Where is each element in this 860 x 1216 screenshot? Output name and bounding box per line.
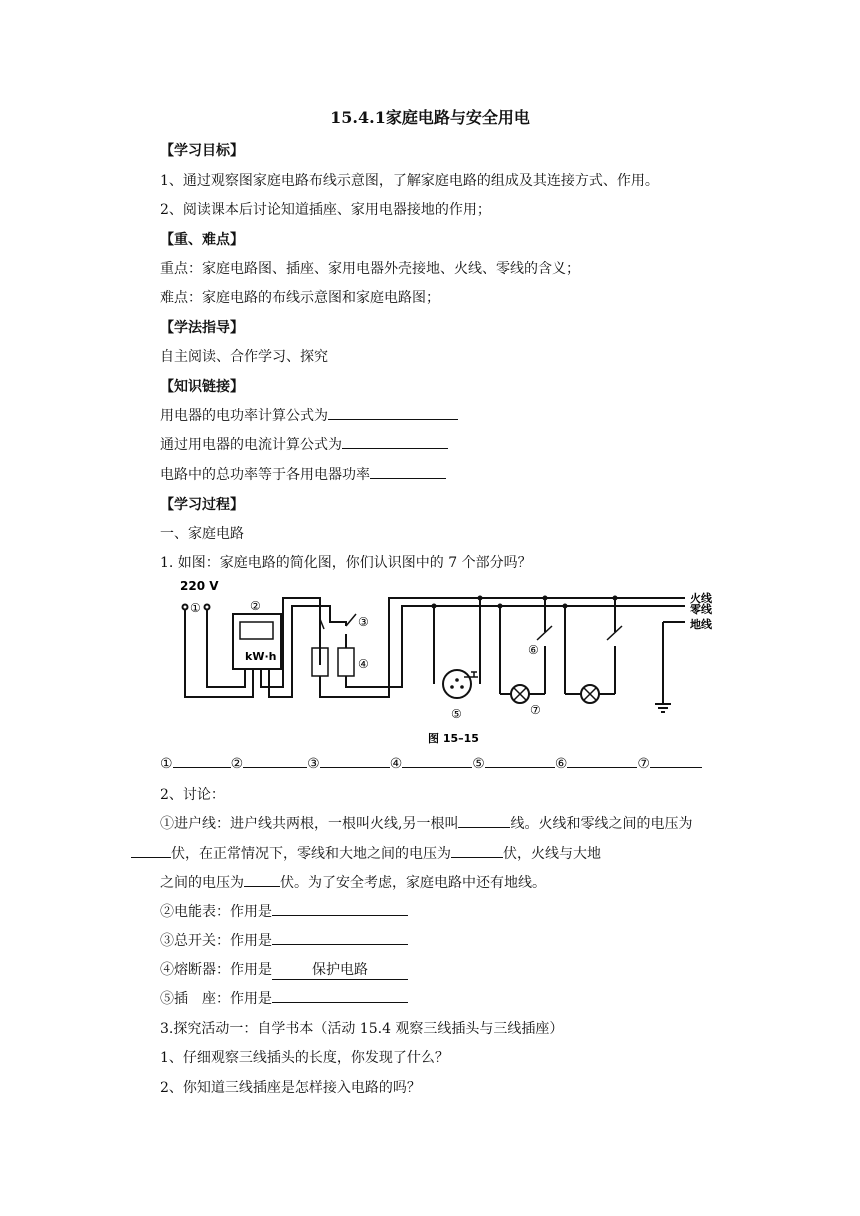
socket <box>443 670 471 698</box>
answer-blank[interactable] <box>272 930 408 945</box>
answer-blank[interactable] <box>272 901 408 916</box>
answer-blank[interactable] <box>342 434 448 449</box>
answer-blank[interactable] <box>173 753 231 768</box>
terminal-neutral <box>205 605 210 610</box>
marker-5: ⑤ <box>451 707 462 721</box>
meter-unit: kW·h <box>245 650 277 663</box>
answer-blank[interactable] <box>451 843 503 858</box>
marker-4: ④ <box>358 657 369 671</box>
goal-1: 1、通过观察图家庭电路布线示意图，了解家庭电路的组成及其连接方式、作用。 <box>160 173 659 189</box>
label-neutral: 零线 <box>690 603 712 616</box>
switch-role: ③总开关：作用是 <box>160 930 408 950</box>
answer-blank[interactable] <box>244 872 280 887</box>
section-process-heading: 【学习过程】 <box>160 497 244 513</box>
activity-question-2: 2、你知道三线插座是怎样接入电路的吗？ <box>160 1080 421 1096</box>
difficult-point: 难点：家庭电路的布线示意图和家庭电路图； <box>160 290 440 306</box>
answer-blank[interactable] <box>485 753 555 768</box>
household-circuit-figure <box>170 574 720 748</box>
key-point: 重点：家庭电路图、插座、家用电器外壳接地、火线、零线的含义； <box>160 261 580 277</box>
answer-blank[interactable] <box>458 813 510 828</box>
answer-blank[interactable] <box>370 464 446 479</box>
section-method-heading: 【学法指导】 <box>160 320 244 336</box>
goal-2: 2、阅读课本后讨论知道插座、家用电器接地的作用； <box>160 202 491 218</box>
fuse-right <box>338 648 354 676</box>
answer-blank[interactable] <box>402 753 472 768</box>
label-live: 火线 <box>690 592 712 605</box>
section-goals-heading: 【学习目标】 <box>160 143 244 159</box>
activity-heading: 3.探究活动一：自学书本（活动 15.4 观察三线插头与三线插座） <box>160 1021 564 1037</box>
link-current-formula: 通过用电器的电流计算公式为 <box>160 434 448 454</box>
part-household-circuit: 一、家庭电路 <box>160 526 244 542</box>
fuse-answer[interactable]: 保护电路 <box>272 959 408 980</box>
answer-blank[interactable] <box>320 753 390 768</box>
terminal-live <box>183 605 188 610</box>
answer-blank[interactable] <box>131 843 171 858</box>
answer-blank[interactable] <box>328 405 458 420</box>
marker-2: ② <box>250 599 261 613</box>
marker-6: ⑥ <box>528 643 539 657</box>
socket-role: ⑤插 座：作用是 <box>160 988 408 1008</box>
service-wire-line-3: 之间的电压为 伏。为了安全考虑，家庭电路中还有地线。 <box>160 872 546 892</box>
page-title: 15.4.1家庭电路与安全用电 <box>330 108 530 127</box>
activity-question-1: 1、仔细观察三线插头的长度，你发现了什么？ <box>160 1050 449 1066</box>
link-power-formula: 用电器的电功率计算公式为 <box>160 405 458 425</box>
part-blanks-row: ① ② ③ ④ ⑤ ⑥ ⑦ <box>160 753 702 772</box>
service-wire-line-2: 伏，在正常情况下，零线和大地之间的电压为 伏，火线与大地 <box>131 843 601 863</box>
figure-caption: 图 15–15 <box>428 732 479 745</box>
service-wire-line-1: ①进户线：进户线共两根，一根叫火线,另一根叫 线。火线和零线之间的电压为 <box>160 813 692 833</box>
marker-1: ① <box>190 601 201 615</box>
link-total-power: 电路中的总功率等于各用电器功率 <box>160 464 446 484</box>
answer-blank[interactable] <box>650 753 702 768</box>
question-1: 1. 如图：家庭电路的简化图，你们认识图中的 7 个部分吗？ <box>160 555 532 571</box>
section-link-heading: 【知识链接】 <box>160 379 244 395</box>
answer-blank[interactable] <box>243 753 307 768</box>
meter-role: ②电能表：作用是 <box>160 901 408 921</box>
answer-blank[interactable] <box>567 753 637 768</box>
method-text: 自主阅读、合作学习、探究 <box>160 349 328 365</box>
figure-voltage: 220 V <box>180 579 219 593</box>
fuse-role: ④熔断器：作用是 保护电路 <box>160 959 408 980</box>
label-ground: 地线 <box>690 618 712 631</box>
marker-7: ⑦ <box>530 703 541 717</box>
answer-blank[interactable] <box>272 988 408 1003</box>
marker-3: ③ <box>358 615 369 629</box>
discussion-heading: 2、讨论： <box>160 787 225 803</box>
section-key-heading: 【重、难点】 <box>160 232 244 248</box>
